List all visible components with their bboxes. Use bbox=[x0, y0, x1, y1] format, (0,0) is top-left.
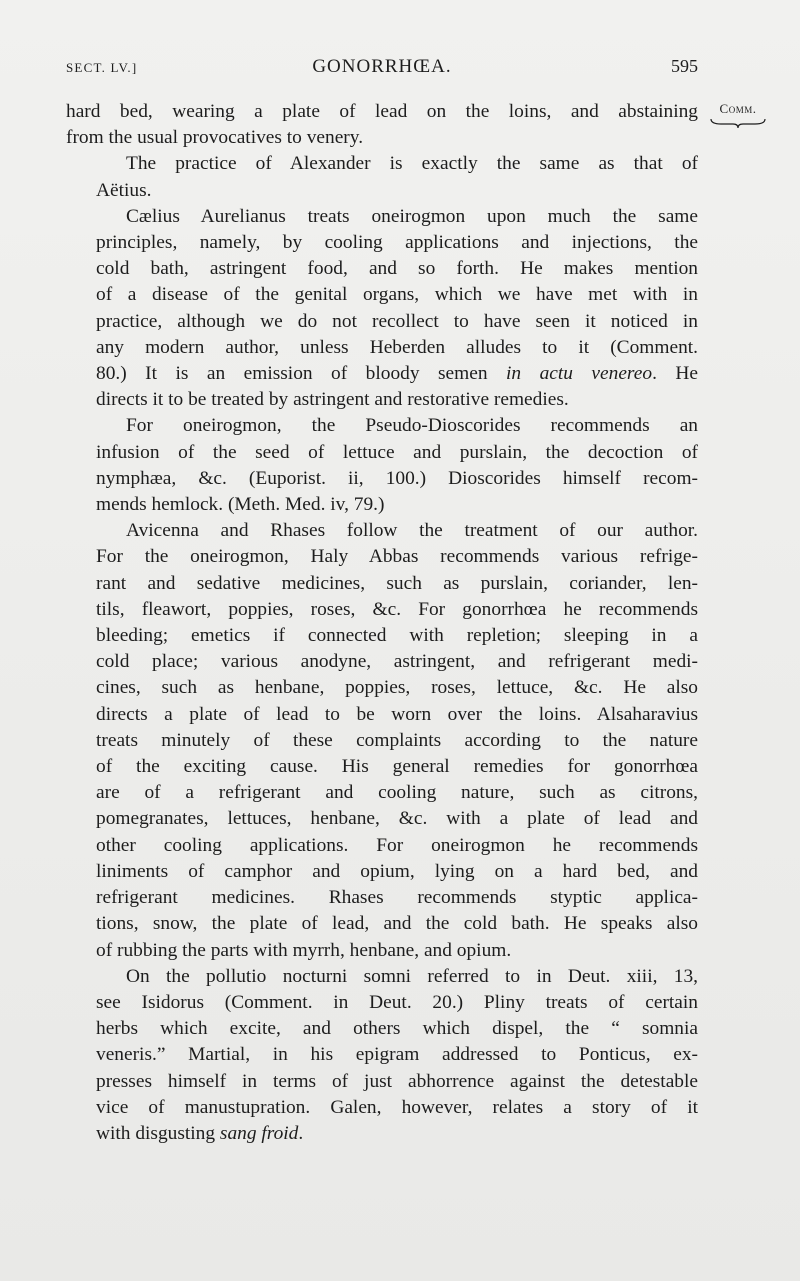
body-text bbox=[66, 99, 698, 1147]
text-line: hard bed, wearing a plate of lead on the loins, and abstaining bbox=[66, 101, 698, 122]
italic-phrase: in actu venereo bbox=[506, 363, 653, 385]
text-line: rant and sedative medicines, such as purslain, coriander, len- bbox=[96, 572, 698, 594]
text-line: are of a refrigerant and cooling nature, such as citrons, bbox=[96, 782, 698, 804]
page-number: 595 bbox=[671, 56, 698, 76]
margin-note-label: Comm. bbox=[719, 101, 757, 116]
text-line: Aëtius. bbox=[96, 179, 152, 201]
text-line bbox=[66, 1121, 698, 1147]
text-line: veneris.” Martial, in his epigram addressed to Ponticus, ex- bbox=[96, 1044, 698, 1066]
text-line: pomegranates, lettuces, henbane, &c. with a plate of lead and bbox=[96, 808, 698, 830]
text-line: cold bath, astringent food, and so forth. He makes mention bbox=[96, 258, 698, 280]
text-line: Cælius Aurelianus treats oneirogmon upon much the same bbox=[126, 205, 698, 227]
text-line: Avicenna and Rhases follow the treatment of our author. bbox=[126, 520, 698, 542]
text-line: directs it to be treated by astringent and restorative remedies. bbox=[96, 389, 569, 411]
text-line: bleeding; emetics if connected with repletion; sleeping in a bbox=[96, 625, 698, 647]
text-line: refrigerant medicines. Rhases recommends styptic applica- bbox=[96, 887, 698, 909]
text-line: nymphæa, &c. (Euporist. ii, 100.) Dioscorides himself recom- bbox=[96, 467, 698, 489]
italic-phrase: sang froid bbox=[219, 1122, 299, 1144]
paragraph bbox=[66, 518, 698, 963]
text-line: On the pollutio nocturni somni referred to in Deut. xiii, 13, bbox=[126, 965, 698, 987]
text-line: of a disease of the genital organs, which we have met with in bbox=[96, 284, 698, 306]
text-run: with disgusting bbox=[96, 1122, 220, 1144]
running-header bbox=[66, 56, 698, 80]
paragraph bbox=[66, 413, 698, 518]
text-line: see Isidorus (Comment. in Deut. 20.) Pliny treats of certain bbox=[96, 991, 698, 1013]
text-run: . bbox=[298, 1122, 304, 1144]
paragraph bbox=[66, 151, 698, 203]
paragraph bbox=[66, 964, 698, 1147]
text-line: infusion of the seed of lettuce and purslain, the decoction of bbox=[96, 441, 698, 463]
brace-icon bbox=[709, 117, 767, 129]
text-line: herbs which excite, and others which dispel, the “ somnia bbox=[96, 1018, 698, 1040]
text-line: of rubbing the parts with myrrh, henbane, and opium. bbox=[96, 939, 512, 961]
text-line: vice of manustupration. Galen, however, relates a story of it bbox=[96, 1096, 698, 1118]
text-line: directs a plate of lead to be worn over the loins. Alsaharavius bbox=[96, 703, 698, 725]
text-line: of the exciting cause. His general remedies for gonorrhœa bbox=[96, 756, 698, 778]
text-line: tils, fleawort, poppies, roses, &c. For gonorrhœa he recommends bbox=[96, 598, 698, 620]
text-run: 80.) It is an emission of bloody semen bbox=[96, 363, 507, 385]
text-line bbox=[66, 361, 698, 387]
text-line: liniments of camphor and opium, lying on a hard bed, and bbox=[96, 860, 698, 882]
text-line: cold place; various anodyne, astringent, and refrigerant medi- bbox=[96, 651, 698, 673]
text-line: practice, although we do not recollect to have seen it noticed in bbox=[96, 310, 698, 332]
paragraph bbox=[66, 99, 698, 151]
text-line: mends hemlock. (Meth. Med. iv, 79.) bbox=[96, 494, 385, 516]
text-run: . He bbox=[652, 363, 698, 385]
text-line: For oneirogmon, the Pseudo-Dioscorides recommends an bbox=[126, 415, 698, 437]
text-line: principles, namely, by cooling applications and injections, the bbox=[96, 232, 698, 254]
text-line: treats minutely of these complaints according to the nature bbox=[96, 729, 698, 751]
text-line: any modern author, unless Heberden alludes to it (Comment. bbox=[96, 336, 698, 358]
text-line: tions, snow, the plate of lead, and the cold bath. He speaks also bbox=[96, 913, 698, 935]
margin-note bbox=[706, 101, 770, 129]
text-line: cines, such as henbane, poppies, roses, lettuce, &c. He also bbox=[96, 677, 698, 699]
text-line: from the usual provocatives to venery. bbox=[66, 127, 364, 149]
text-line: For the oneirogmon, Haly Abbas recommends various refrige- bbox=[96, 546, 698, 568]
text-line: The practice of Alexander is exactly the same as that of bbox=[126, 153, 698, 175]
section-label: SECT. LV.] bbox=[66, 60, 138, 75]
text-line: presses himself in terms of just abhorrence against the detestable bbox=[96, 1070, 698, 1092]
text-line: other cooling applications. For oneirogmon he recommends bbox=[96, 834, 698, 856]
page-title: GONORRHŒA. bbox=[312, 56, 452, 77]
paragraph bbox=[66, 204, 698, 414]
